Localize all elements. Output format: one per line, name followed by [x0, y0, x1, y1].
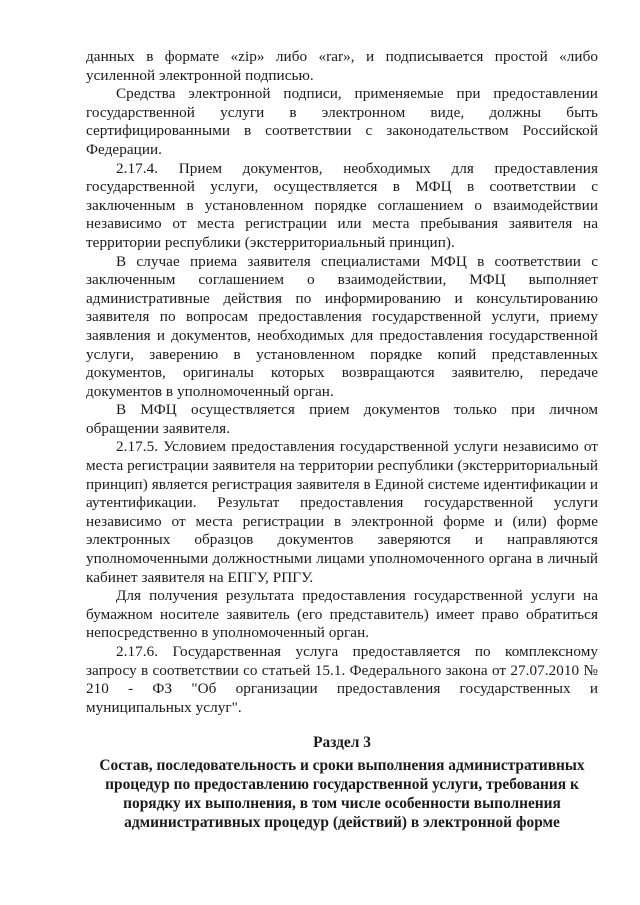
section-spacer: [86, 717, 598, 733]
paragraph-paper-result: Для получения результата предоставления государственной услуги на бумажном носителе заявитель (его представитель) имеет право обратиться непосредственно в уполномоченный орган.: [86, 587, 598, 642]
paragraph-electronic-signature: Средства электронной подписи, применяемые при предоставлении государственной услуги в электронном виде, должны быть сертифицированными в соответствии с законодательством Российской Федерации.: [86, 85, 598, 158]
paragraph-personal-appeal: В МФЦ осуществляется прием документов только при личном обращении заявителя.: [86, 401, 598, 437]
paragraph-2-17-5: 2.17.5. Условием предоставления государственной услуги независимо от места регистрации заявителя на территории республики (экстерриториальный принцип) является регистрация заявителя в Единой системе идентификации и аутентификации. Результат предоставления государственной услуги независимо от места регистрации в электронной форме и (или) форме электронных образцов документов заверяются и направляются уполномоченными должностными лицами уполномоченного органа в личный кабинет заявителя на ЕПГУ, РПГУ.: [86, 438, 598, 586]
document-body: [86, 48, 598, 832]
section-title: Состав, последовательность и сроки выполнения административных процедур по предоставлению государственной услуги, требования к порядку их выполнения, в том числе особенности выполнения административных процедур (действий) в электронной форме: [99, 757, 585, 832]
paragraph-mfc-actions: В случае приема заявителя специалистами МФЦ в соответствии с заключенным соглашением о взаимодействии, МФЦ выполняет административные действия по информированию и консультированию заявителя по вопросам предоставления государственной услуги, приему заявления и документов, необходимых для предоставления государственной услуги, заверению в установленном порядке копий представленных документов, оригиналы которых возвращаются заявителю, передаче документов в уполномоченный орган.: [86, 252, 598, 400]
paragraph-continuation: данных в формате «zip» либо «rar», и подписывается простой «либо усиленной электронной подписью.: [86, 48, 598, 84]
paragraph-2-17-4: 2.17.4. Прием документов, необходимых для предоставления государственной услуги, осуществляется в МФЦ в соответствии с заключенным в установленном порядке соглашением о взаимодействии независимо от места регистрации или места пребывания заявителя на территории республики (экстерриториальный принцип).: [86, 159, 598, 251]
paragraph-2-17-6: 2.17.6. Государственная услуга предоставляется по комплексному запросу в соответствии со статьей 15.1. Федерального закона от 27.07.2010 № 210 - ФЗ "Об организации предоставления государственных и муниципальных услуг".: [86, 643, 598, 716]
section-number: Раздел 3: [313, 734, 371, 752]
